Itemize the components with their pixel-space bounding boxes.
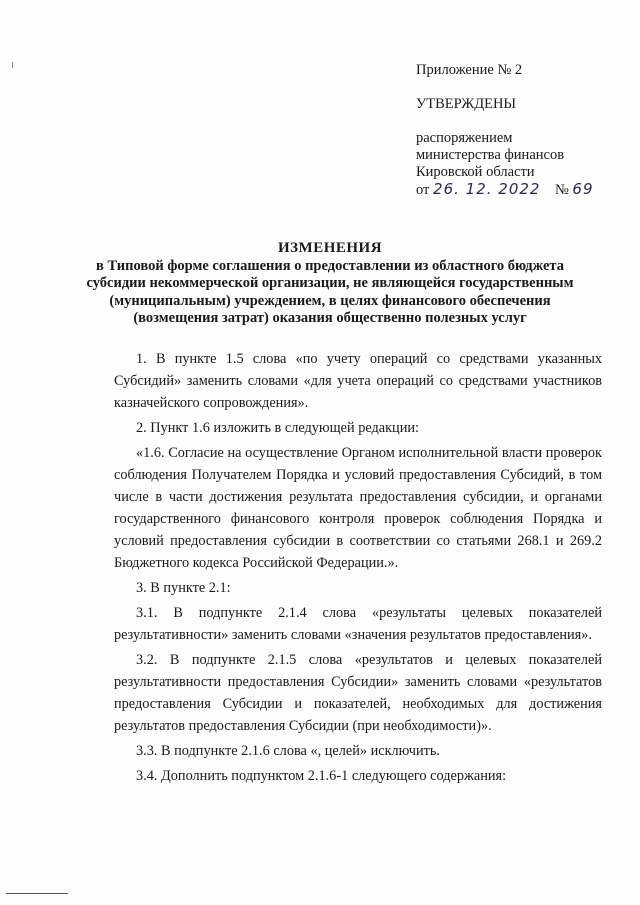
- paragraph-1: 1. В пункте 1.5 слова «по учету операций со средствами указанных Субсидий» заменить словами «для учета операций со средствами участников казначейского сопровождения».: [114, 351, 602, 411]
- bottom-divider: [6, 893, 68, 894]
- date-prefix: от: [416, 182, 430, 198]
- document-body: [114, 348, 602, 790]
- number-prefix: №: [554, 182, 569, 198]
- approved-by-line-2: министерства финансов: [416, 147, 565, 163]
- approved-by-line-3: Кировской области: [416, 164, 535, 180]
- handwritten-date: 26. 12. 2022: [433, 180, 541, 198]
- approved-label: УТВЕРЖДЕНЫ: [416, 96, 517, 112]
- paragraph-3-2: 3.2. В подпункте 2.1.5 слова «результатов и целевых показателей результативности предоставления Субсидии» заменить словами «результатов предоставления Субсидии и показателей, необходимых для достижения результатов предоставления Субсидии (при необходимости)».: [114, 652, 602, 734]
- margin-mark: [12, 62, 13, 68]
- document-title: [60, 240, 600, 328]
- title-line-2: субсидии некоммерческой организации, не являющейся государственным: [86, 275, 574, 291]
- title-line-1: в Типовой форме соглашения о предоставлении из областного бюджета: [96, 257, 564, 274]
- title-main: ИЗМЕНЕНИЯ: [277, 240, 383, 256]
- approval-block: [416, 62, 616, 199]
- paragraph-2: 2. Пункт 1.6 изложить в следующей редакции:: [136, 420, 419, 436]
- paragraph-3-4: 3.4. Дополнить подпунктом 2.1.6-1 следующего содержания:: [136, 768, 507, 784]
- title-line-4: (возмещения затрат) оказания общественно полезных услуг: [133, 310, 527, 326]
- approved-by-line-1: распоряжением: [416, 130, 513, 146]
- date-number-row: [416, 181, 616, 199]
- paragraph-3: 3. В пункте 2.1:: [136, 580, 231, 596]
- paragraph-3-3: 3.3. В подпункте 2.1.6 слова «, целей» исключить.: [136, 743, 440, 759]
- paragraph-3-1: 3.1. В подпункте 2.1.4 слова «результаты целевых показателей результативности» заменить словами «значения результатов предоставления».: [114, 605, 602, 643]
- paragraph-2-quote: «1.6. Согласие на осуществление Органом исполнительной власти проверок соблюдения Получателем Порядка и условий предоставления Субсидий, в том числе в части достижения результата предоставления субсидии, и органами государственного финансового контроля проверок соблюдения Порядка и условий предоставления субсидии в соответствии со статьями 268.1 и 269.2 Бюджетного кодекса Российской Федерации.».: [114, 445, 602, 571]
- handwritten-number: 69: [572, 180, 594, 198]
- appendix-label: Приложение № 2: [416, 62, 523, 78]
- title-line-3: (муниципальным) учреждением, в целях финансового обеспечения: [109, 292, 551, 309]
